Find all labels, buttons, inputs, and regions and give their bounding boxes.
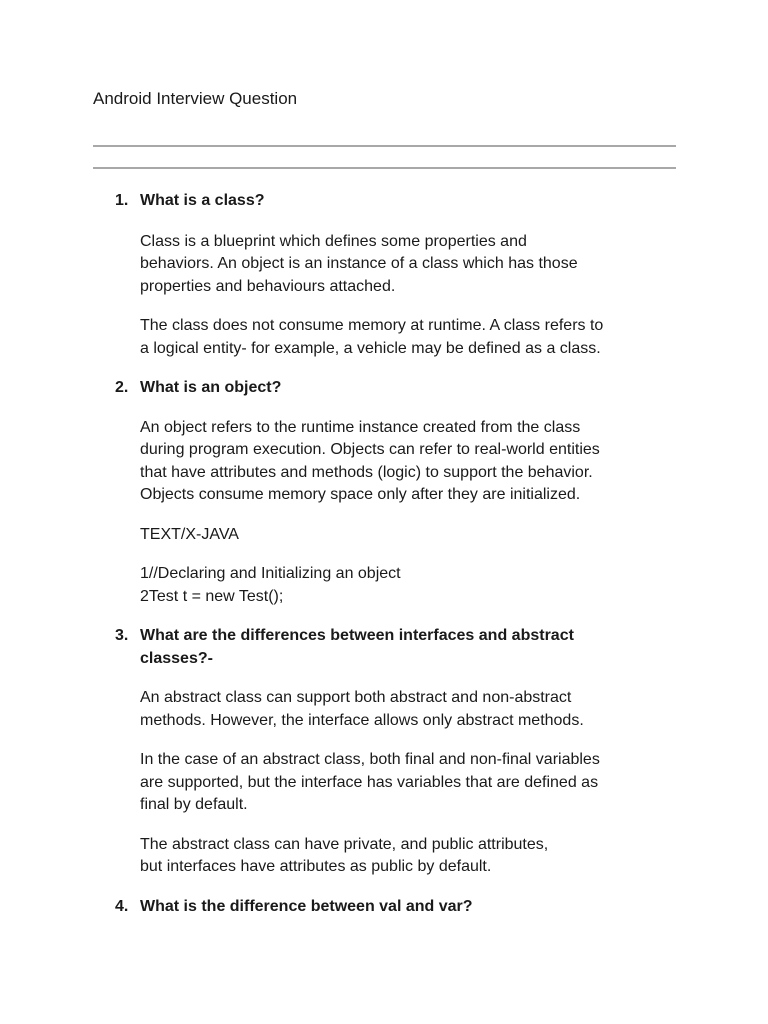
question-number: 2. [115, 379, 129, 396]
question-item [93, 896, 676, 919]
question-number: 4. [115, 897, 129, 915]
divider-line [93, 145, 676, 147]
question-title: What is an object? [140, 379, 282, 396]
divider-line [93, 167, 676, 169]
code-snippet: 1//Declaring and Initializing an object 2Test t = new Test(); [140, 565, 401, 605]
answer-paragraph: Class is a blueprint which defines some properties and behaviors. An object is an instance of a class which has those properties and behaviours attached. [140, 232, 578, 295]
question-number: 3. [115, 627, 129, 644]
answer-paragraph: The abstract class can have private, and public attributes, but interfaces have attributes as public by default. [140, 835, 549, 875]
question-list [93, 190, 676, 935]
document-title: Android Interview Question [93, 89, 298, 108]
question-item [93, 377, 676, 608]
question-title: What is the difference between val and var? [140, 897, 473, 915]
question-number: 1. [115, 192, 129, 209]
code-language-label: TEXT/X-JAVA [140, 525, 239, 543]
question-item [93, 625, 676, 879]
answer-paragraph: The class does not consume memory at runtime. A class refers to a logical entity- for example, a vehicle may be defined as a class. [140, 317, 604, 357]
answer-paragraph: An abstract class can support both abstract and non-abstract methods. However, the interface allows only abstract methods. [140, 689, 584, 729]
answer-paragraph: An object refers to the runtime instance created from the class during program execution. Objects can refer to real-world entities that have attributes and methods (logic) to support the behavior. Objects consume memory space only after they are initialized. [140, 418, 600, 503]
question-title: What is a class? [140, 192, 265, 209]
answer-paragraph: In the case of an abstract class, both final and non-final variables are supported, but the interface has variables that are defined as final by default. [140, 751, 600, 813]
question-title: What are the differences between interfaces and abstract classes?- [140, 627, 574, 667]
question-item [93, 190, 676, 360]
